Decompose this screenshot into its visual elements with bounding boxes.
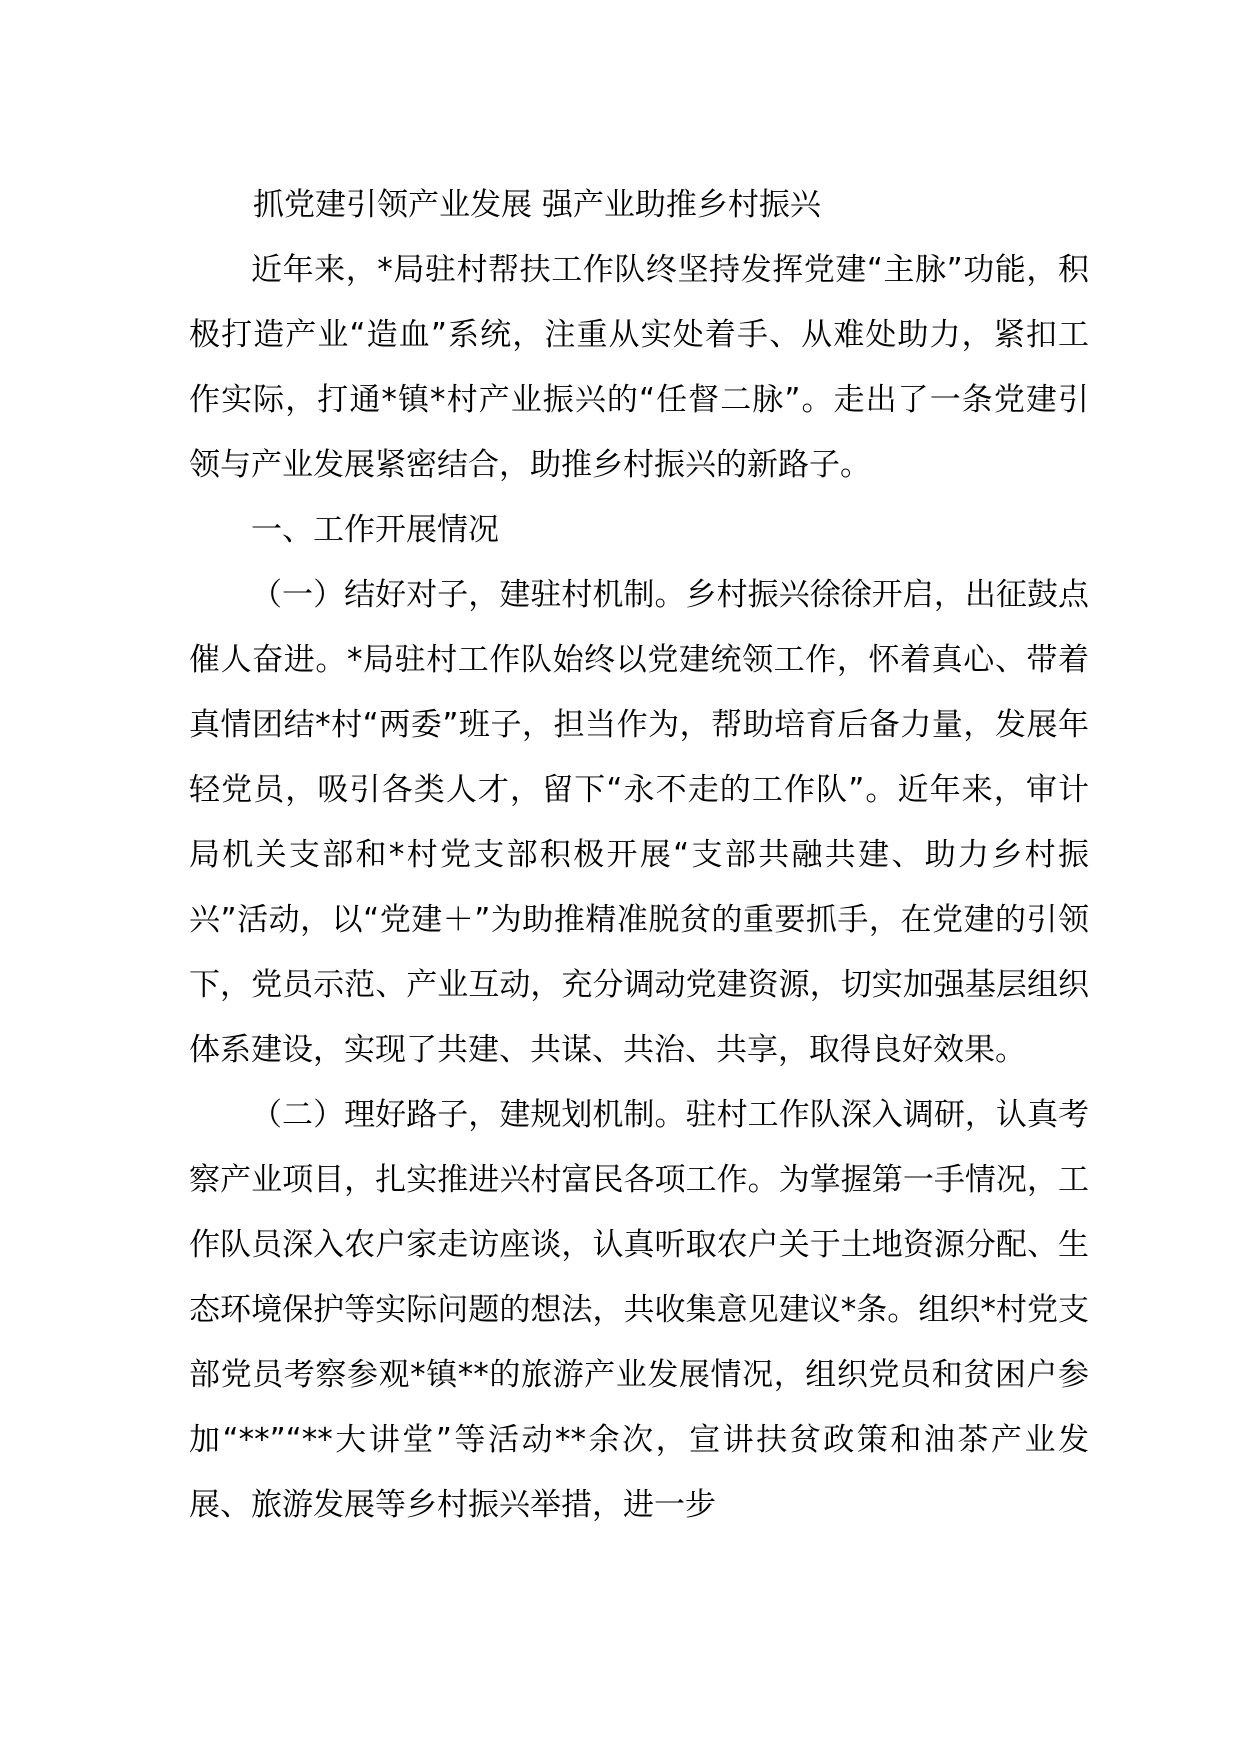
paragraph-planning-mechanism: （二）理好路子，建规划机制。驻村工作队深入调研，认真考察产业项目，扎实推进兴村富民各项工作。为掌握第一手情况，工作队员深入农户家走访座谈，认真听取农户关于土地资源分配、生态环境保护等实际问题的想法，共收集意见建议*条。组织*村党支部党员考察参观*镇**的旅游产业发展情况，组织党员和贫困户参加“**”“**大讲堂”等活动**余次，宣讲扶贫政策和油茶产业发展、旅游发展等乡村振兴举措，进一步	[189, 1097, 1089, 1523]
intro-paragraph: 近年来，*局驻村帮扶工作队终坚持发挥党建“主脉”功能，积极打造产业“造血”系统，注重从实处着手、从难处助力，紧扣工作实际，打通*镇*村产业振兴的“任督二脉”。走出了一条党建引领与产业发展紧密结合，助推乡村振兴的新路子。	[189, 252, 1089, 483]
document-body	[189, 173, 1089, 1538]
document-title: 抓党建引领产业发展 强产业助推乡村振兴	[253, 187, 821, 223]
paragraph-pairing-mechanism: （一）结好对子，建驻村机制。乡村振兴徐徐开启，出征鼓点催人奋进。*局驻村工作队始终以党建统领工作，怀着真心、带着真情团结*村“两委”班子，担当作为，帮助培育后备力量，发展年轻党员，吸引各类人才，留下“永不走的工作队”。近年来，审计局机关支部和*村党支部积极开展“支部共融共建、助力乡村振兴”活动，以“党建＋”为助推精准脱贫的重要抓手，在党建的引领下，党员示范、产业互动，充分调动党建资源，切实加强基层组织体系建设，实现了共建、共谋、共治、共享，取得良好效果。	[189, 577, 1089, 1068]
section-heading-work-status: 一、工作开展情况	[251, 512, 499, 548]
